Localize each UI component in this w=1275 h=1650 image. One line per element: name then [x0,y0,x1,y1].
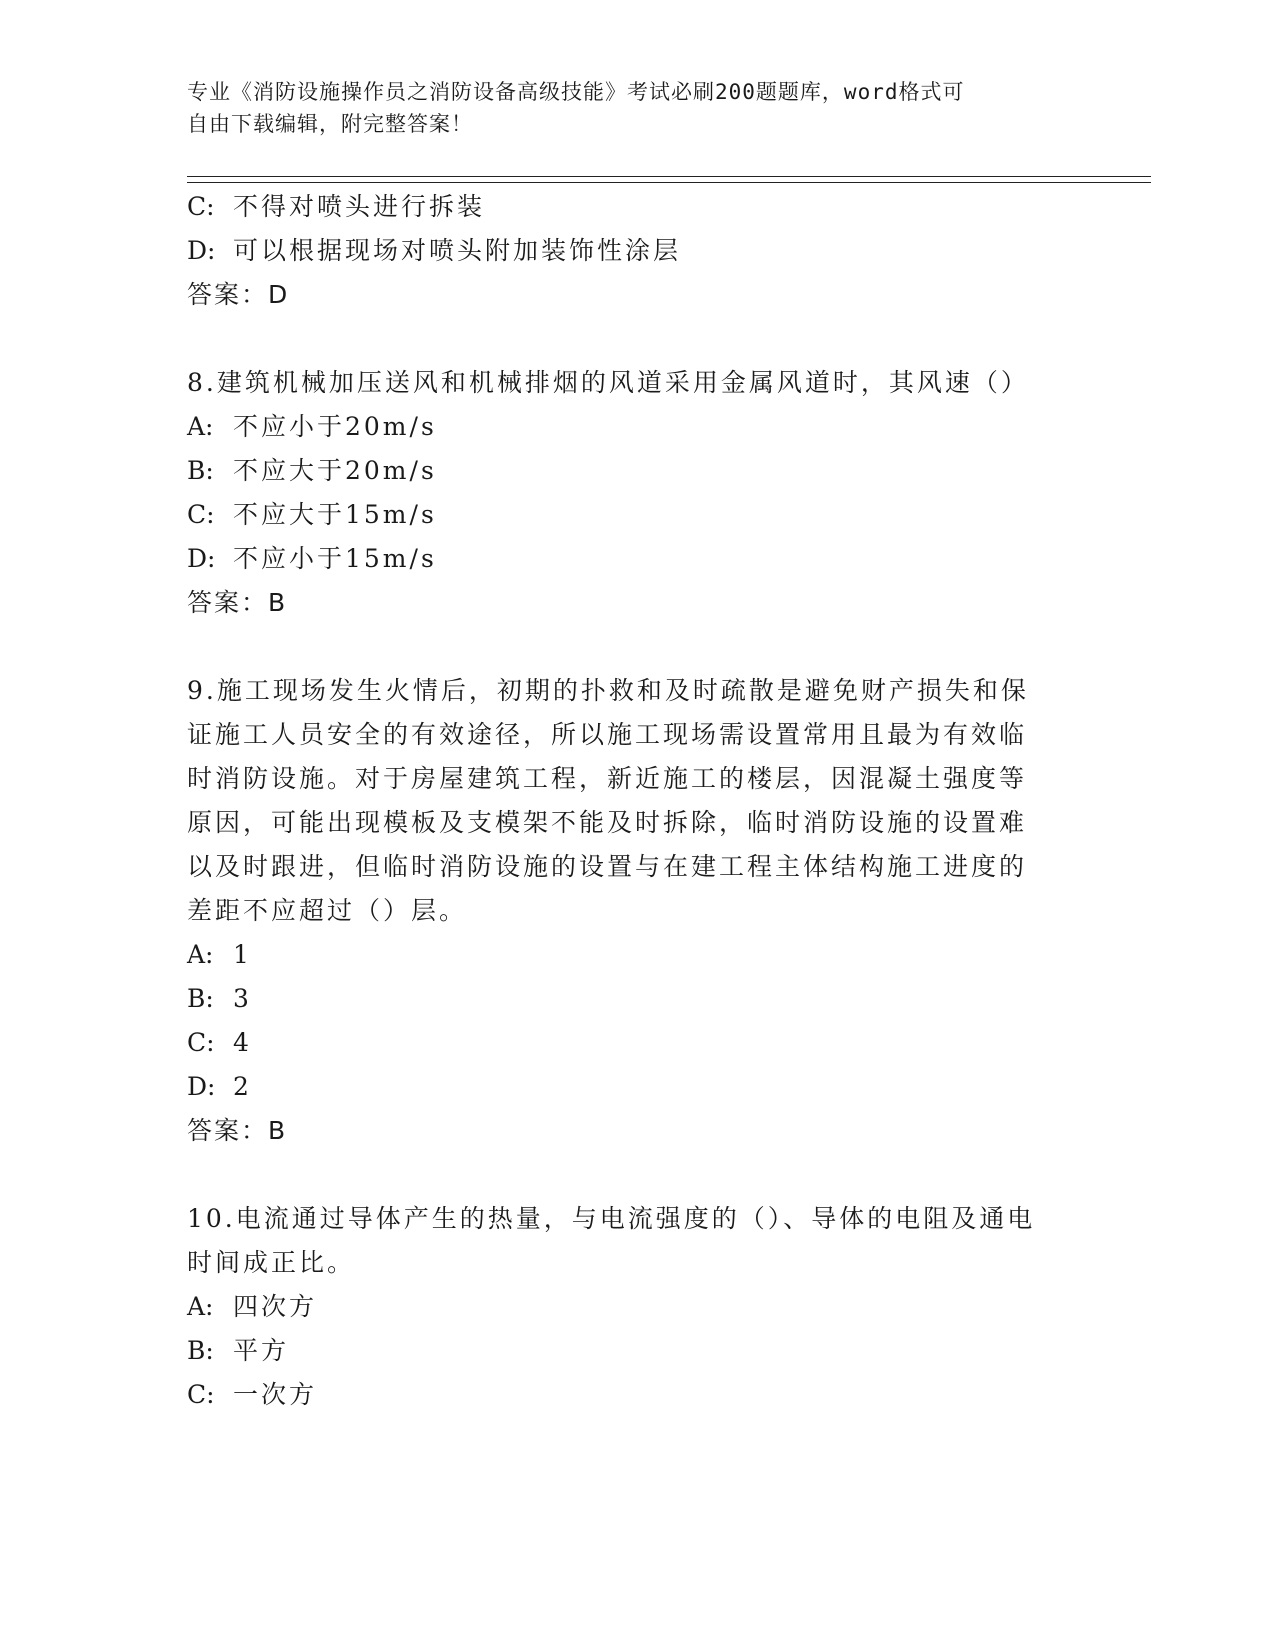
option-text: 3 [233,984,252,1013]
option-c [187,1380,317,1410]
option-b [187,984,252,1014]
option-c [187,1028,252,1058]
option-letter: A: [187,940,214,969]
option-letter: C: [187,192,215,221]
option-text: 不应大于20m/s [233,456,437,485]
option-d [187,236,681,266]
option-text: 四次方 [233,1292,318,1321]
header-line: 自由下载编辑，附完整答案！ [187,112,473,136]
option-letter: C: [187,500,215,529]
document-header [187,76,1067,140]
answer-line: 答案：B [187,1116,288,1145]
answer-line: 答案：B [187,588,288,617]
question-9-text: 证施工人员安全的有效途径，所以施工现场需设置常用且最为有效临 [187,720,1028,749]
question-9-text: 原因，可能出现模板及支模架不能及时拆除，临时消防设施的设置难 [187,808,1028,837]
option-text: 1 [233,940,252,969]
option-text: 2 [233,1072,252,1101]
option-letter: B: [187,984,214,1013]
option-b [187,456,437,486]
header-divider [187,182,1151,183]
option-letter: B: [187,1336,214,1365]
option-text: 平方 [233,1336,290,1365]
option-text: 不应小于15m/s [233,544,437,573]
question-9-text: 差距不应超过（）层。 [187,896,468,925]
option-a [187,412,437,442]
option-letter: D: [187,1072,216,1101]
option-letter: C: [187,1380,215,1409]
option-text: 不应大于15m/s [233,500,437,529]
header-line: 专业《消防设施操作员之消防设备高级技能》考试必刷200题题库，word格式可 [187,80,965,104]
option-letter: D: [187,236,216,265]
question-8-text: 8.建筑机械加压送风和机械排烟的风道采用金属风道时，其风速（） [187,368,1029,397]
header-divider [187,176,1151,177]
option-text: 4 [233,1028,252,1057]
option-b [187,1336,289,1366]
option-text: 不应小于20m/s [233,412,437,441]
option-letter: C: [187,1028,215,1057]
option-c [187,500,437,530]
option-letter: B: [187,456,214,485]
question-9-text: 以及时跟进，但临时消防设施的设置与在建工程主体结构施工进度的 [187,852,1028,881]
answer-line: 答案：D [187,280,290,309]
option-letter: A: [187,412,214,441]
question-9-text: 时消防设施。对于房屋建筑工程，新近施工的楼层，因混凝土强度等 [187,764,1028,793]
option-a [187,940,252,970]
option-c [187,192,485,222]
option-a [187,1292,317,1322]
option-d [187,1072,252,1102]
option-letter: D: [187,544,216,573]
option-text: 不得对喷头进行拆装 [233,192,486,221]
question-10-text: 10.电流通过导体产生的热量，与电流强度的（）、导体的电阻及通电 [187,1204,1036,1233]
option-letter: A: [187,1292,214,1321]
option-text: 一次方 [233,1380,318,1409]
question-9-text: 9.施工现场发生火情后，初期的扑救和及时疏散是避免财产损失和保 [187,676,1029,705]
option-d [187,544,437,574]
question-10-text: 时间成正比。 [187,1248,356,1277]
option-text: 可以根据现场对喷头附加装饰性涂层 [233,236,682,265]
